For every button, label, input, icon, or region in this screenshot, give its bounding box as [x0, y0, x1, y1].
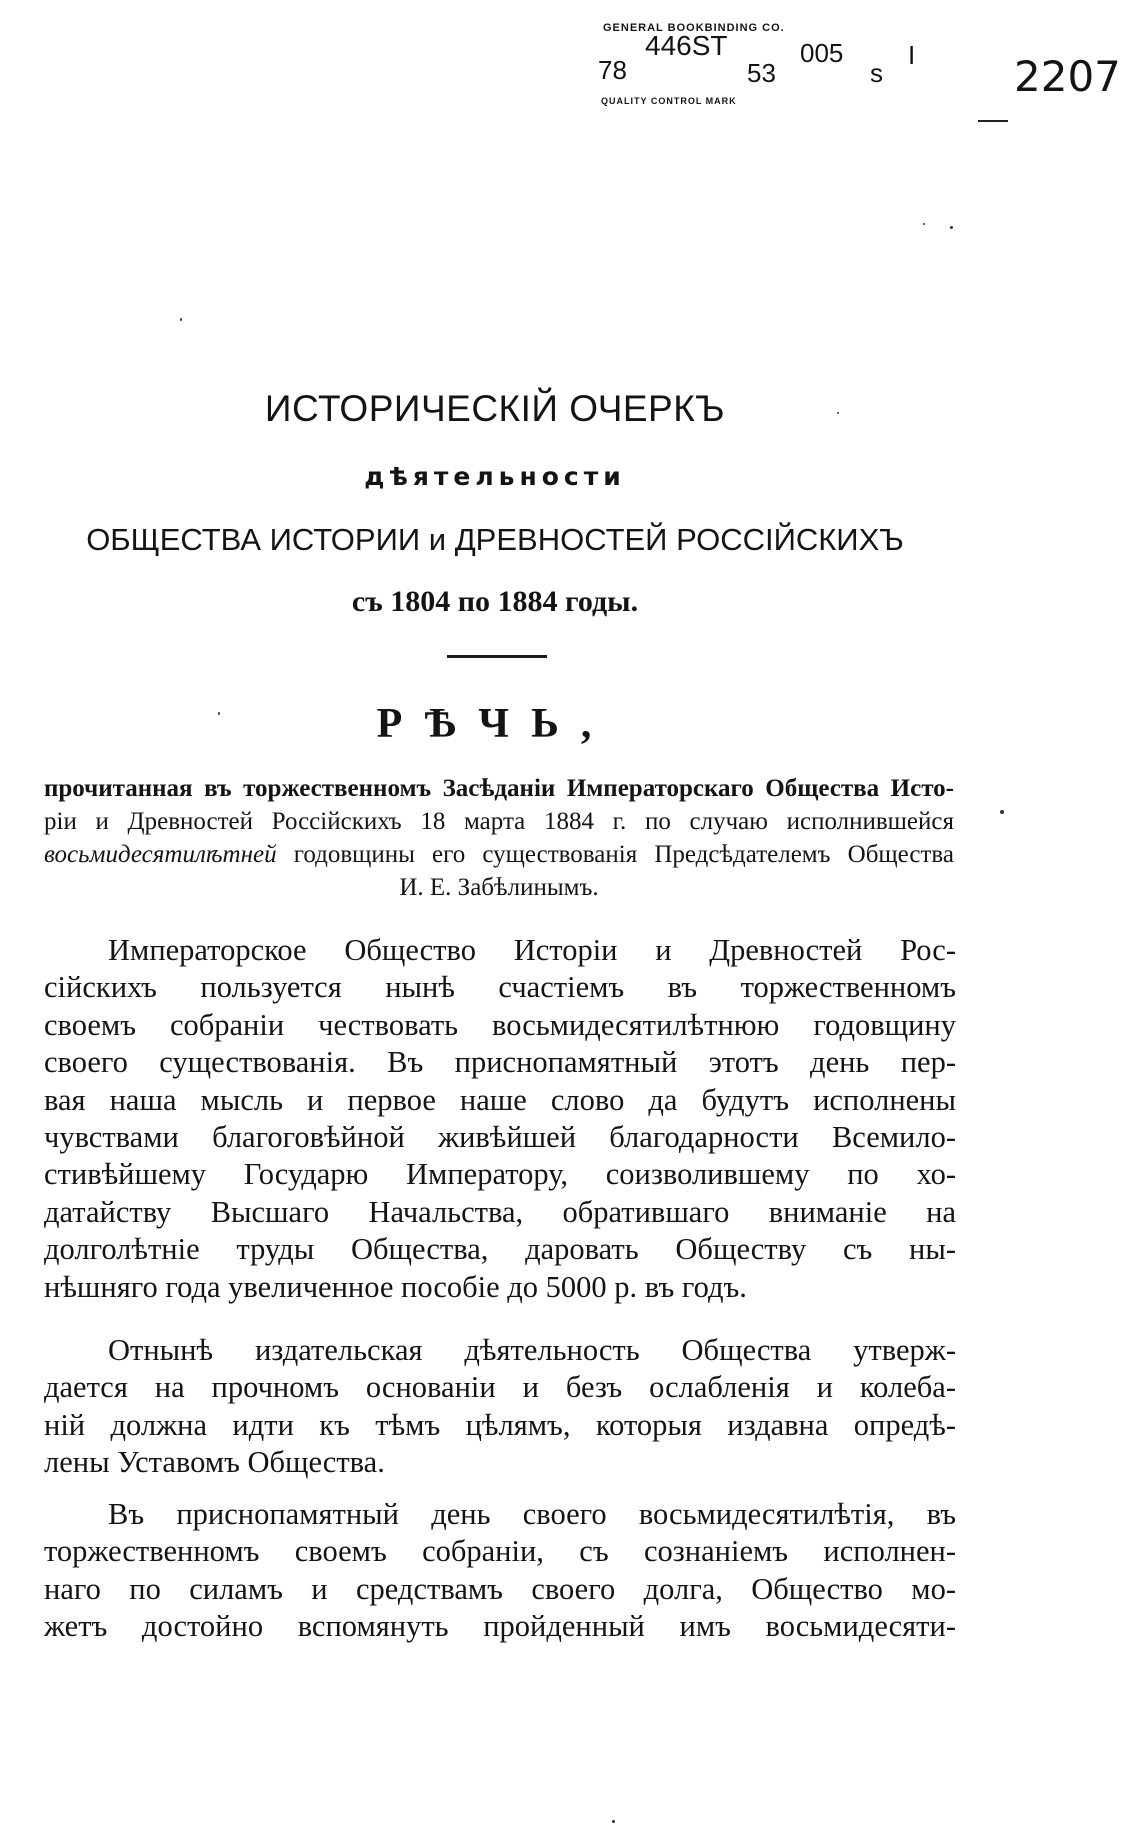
- speech-heading: РѢЧЬ,: [376, 701, 614, 747]
- text-line: лены Уставомъ Общества.: [44, 1445, 385, 1480]
- stamp-code-mid: 53: [747, 58, 776, 88]
- title-activity: дѣятельности: [364, 462, 626, 491]
- scan-speck: [923, 223, 925, 225]
- scan-speck: [837, 412, 839, 414]
- paragraph-3: [44, 1496, 956, 1646]
- stamp-code-main: 446ST: [645, 30, 728, 61]
- scan-speck: [218, 712, 220, 715]
- subtitle-line: [44, 838, 954, 871]
- text-line: вая наша мысль и первое наше слово да будутъ исполнены: [44, 1082, 956, 1117]
- text-line: долголѣтнiе труды Общества, даровать Обществу съ ны-: [44, 1232, 956, 1267]
- scan-speck: [950, 226, 953, 229]
- scan-speck: [612, 1820, 615, 1823]
- text-line: нѣшняго года увеличенное пособiе до 5000 р. въ годъ.: [44, 1269, 747, 1304]
- scan-speck: [180, 318, 182, 321]
- text-line: своего существованiя. Въ приснопамятный этотъ день пер-: [44, 1045, 956, 1080]
- page-number: 2207: [1014, 52, 1121, 101]
- text-line: Отнынѣ издательская дѣятельность Общества утверж-: [108, 1333, 956, 1367]
- text-line: жетъ достойно вспомянуть пройденный имъ восьмидесяти-: [44, 1609, 956, 1644]
- scan-speck: [1000, 810, 1004, 814]
- text-line: Въ приснопамятный день своего восьмидесятилѣтiя, въ: [108, 1497, 956, 1531]
- subtitle-line: прочитанная въ торжественномъ Засѣданiи Императорскаго Общества Исто-: [44, 775, 954, 802]
- title-divider: [447, 655, 547, 658]
- stamp-company: GENERAL BOOKBINDING CO.: [603, 22, 785, 34]
- subtitle-rest: годовщины его существованiя Предсѣдателемъ Общества: [276, 841, 954, 868]
- stamp-code-i: I: [908, 40, 916, 70]
- text-line: своемъ собранiи чествовать восьмидесятилѣтнюю годовщину: [44, 1007, 956, 1042]
- text-line: наго по силамъ и средствамъ своего долга, Общество мо-: [44, 1571, 956, 1606]
- text-line: нiй должна идти къ тѣмъ цѣлямъ, которыя издавна опредѣ-: [44, 1407, 956, 1442]
- text-line: торжественномъ своемъ собранiи, съ сознанiемъ исполнен-: [44, 1534, 956, 1569]
- paragraph-2: [44, 1332, 956, 1482]
- subtitle-italic: восьмидесятилѣтней: [44, 841, 277, 868]
- stamp-quality: QUALITY CONTROL MARK: [601, 96, 737, 106]
- text-line: стивѣйшему Государю Императору, соизволившему по хо-: [44, 1157, 956, 1192]
- text-line: сiйскихъ пользуется нынѣ счастiемъ въ торжественномъ: [44, 970, 956, 1005]
- title-years: съ 1804 по 1884 годы.: [351, 585, 639, 618]
- text-line: дается на прочномъ основанiи и безъ ослабленiя и колеба-: [44, 1370, 956, 1405]
- stamp-code-left: 78: [598, 55, 627, 85]
- stamp-code-s: s: [870, 58, 883, 88]
- title-society: ОБЩЕСТВА ИСТОРИИ и ДРЕВНОСТЕЙ РОССIЙСКИХЪ: [86, 522, 904, 557]
- subtitle-line: рiи и Древностей Россiйскихъ 18 марта 1884 г. по случаю исполнившейся: [44, 808, 954, 835]
- text-line: чувствами благоговѣйной живѣйшей благодарности Всемило-: [44, 1120, 956, 1155]
- subtitle-author: И. Е. Забѣлинымъ.: [399, 874, 599, 901]
- top-rule: [978, 120, 1008, 122]
- text-line: Императорское Общество Исторiи и Древностей Рос-: [108, 933, 956, 967]
- title-main: ИСТОРИЧЕСКIЙ ОЧЕРКЪ: [264, 388, 726, 429]
- text-line: датайству Высшаго Начальства, обратившаго вниманiе на: [44, 1194, 956, 1229]
- stamp-code-right: 005: [800, 38, 844, 68]
- paragraph-1: [44, 932, 956, 1306]
